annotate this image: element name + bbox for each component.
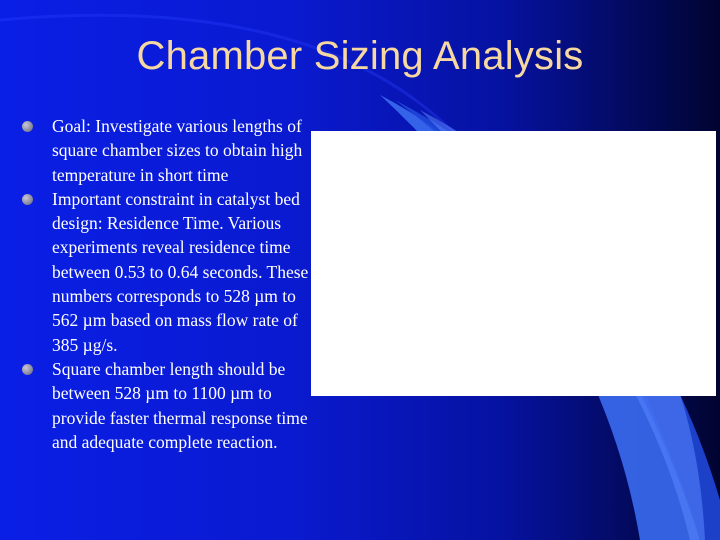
bullet-text: Goal: Investigate various lengths of square chamber sizes to obtain high temperature in short time: [52, 116, 303, 185]
blank-image-panel: [311, 131, 716, 396]
bullet-item: [22, 114, 314, 187]
bullet-text: Square chamber length should be between 528 µm to 1100 µm to provide faster thermal response time and adequate complete reaction.: [52, 358, 308, 452]
bullet-text: Important constraint in catalyst bed design: Residence Time. Various experiments reveal residence time between 0.53 to 0.64 seconds. These numbers corresponds to 528 µm to 562 µm based on mass flow rate of 385 µg/s.: [52, 188, 309, 355]
bullet-icon: [22, 194, 33, 205]
bullet-icon: [22, 121, 33, 132]
bullet-item: [22, 187, 314, 357]
bullet-icon: [22, 364, 33, 375]
bullet-list: [22, 114, 314, 454]
slide-title: Chamber Sizing Analysis: [136, 34, 584, 78]
bullet-item: [22, 357, 314, 454]
